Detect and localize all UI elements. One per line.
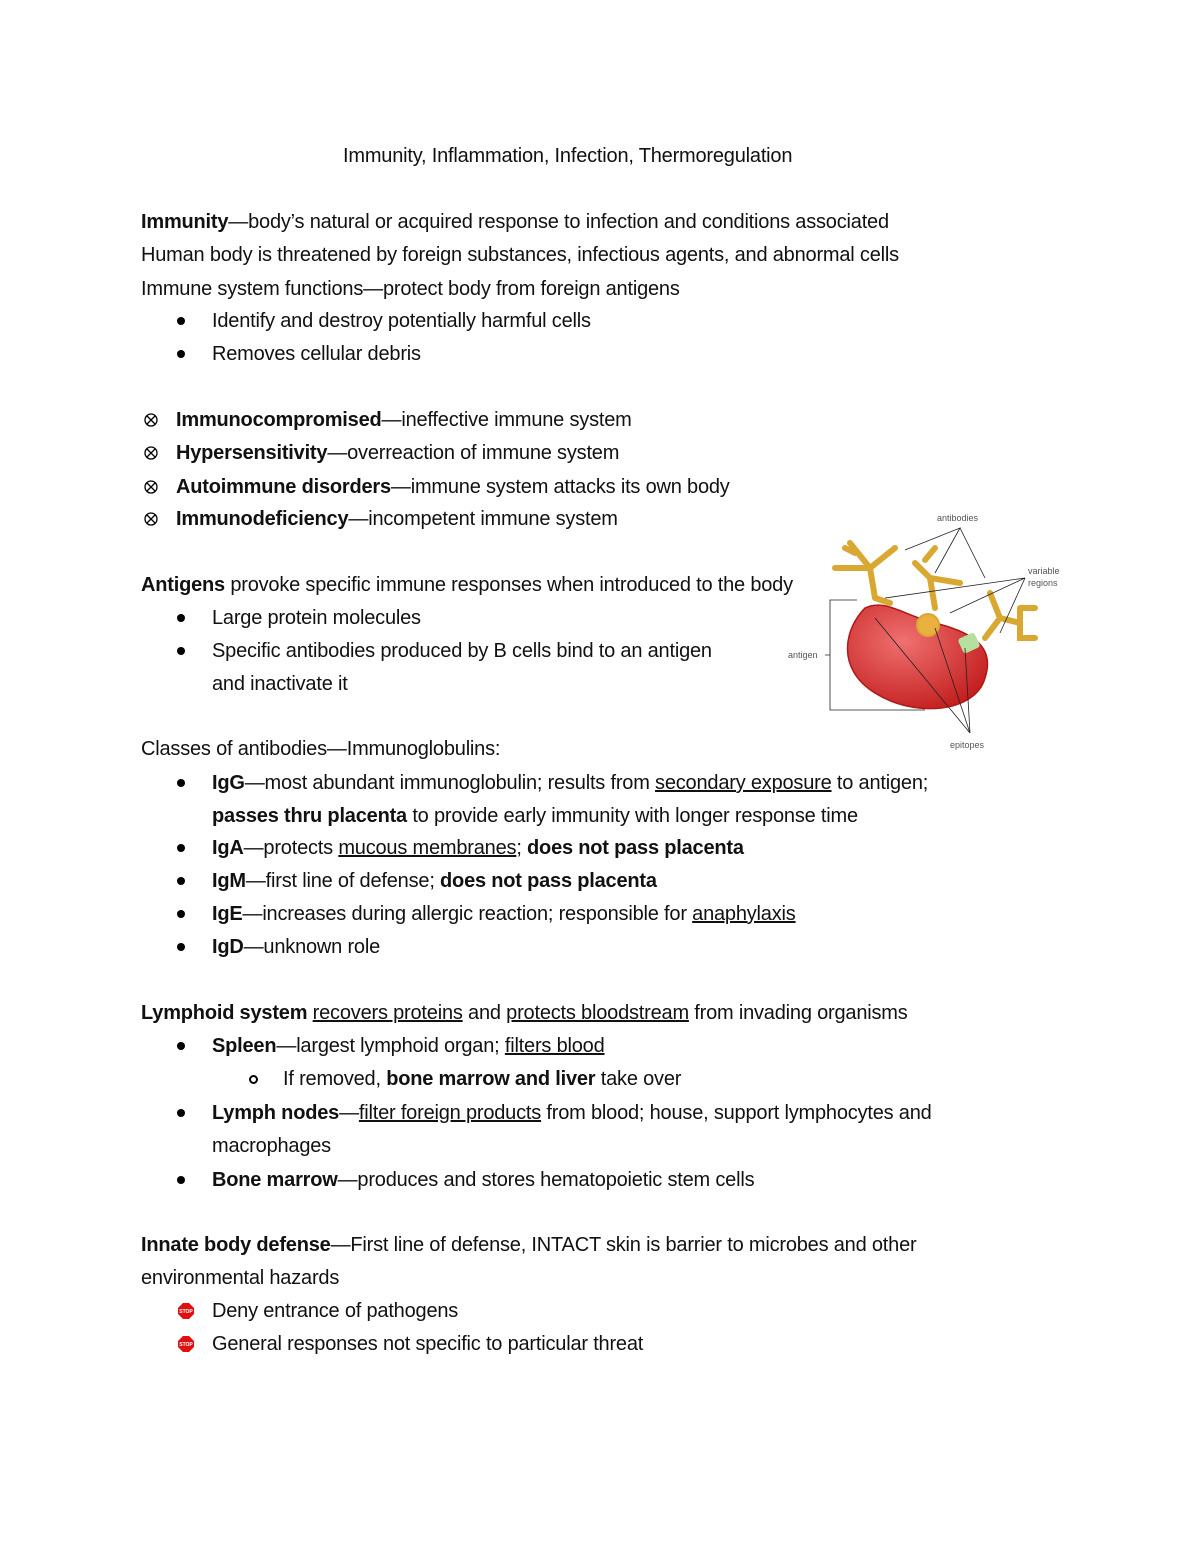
text-line	[212, 935, 380, 959]
text-run: and	[462, 1002, 507, 1024]
text-run: General responses not specific to particular threat	[212, 1333, 644, 1355]
stop-sign-text: STOP	[179, 1341, 193, 1348]
text-run: Large protein molecules	[212, 607, 421, 629]
text-run: Innate body defense	[141, 1234, 331, 1256]
text-run: secondary exposure	[655, 772, 832, 794]
circled-x-icon	[144, 446, 158, 460]
antigen-antibody-diagram	[785, 508, 1075, 758]
text-line	[141, 573, 793, 597]
text-run: —	[339, 1102, 359, 1124]
text-run: Identify and destroy potentially harmful cells	[212, 310, 591, 332]
text-run: —ineffective immune system	[381, 409, 632, 431]
text-run: does not pass placenta	[440, 870, 657, 892]
bullet-dot-icon	[177, 614, 185, 622]
text-line	[176, 507, 618, 531]
text-run: —body’s natural or acquired response to infection and conditions associated	[228, 211, 889, 233]
stop-sign-text: STOP	[179, 1308, 193, 1315]
text-line	[141, 243, 899, 267]
text-line	[212, 672, 348, 696]
text-line	[141, 1001, 908, 1025]
text-run: Bone marrow	[212, 1169, 338, 1191]
text-run: —largest lymphoid organ;	[276, 1035, 505, 1057]
text-run: —increases during allergic reaction; responsible for	[242, 903, 693, 925]
bullet-dot-icon	[177, 877, 185, 885]
text-run: Immunity, Inflammation, Infection, Thermoregulation	[343, 145, 793, 167]
text-run: IgE	[212, 903, 243, 925]
text-line	[212, 1101, 932, 1125]
text-run: mucous membranes	[338, 837, 517, 859]
text-run: IgG	[212, 772, 245, 794]
text-run: —most abundant immunoglobulin; results from	[244, 772, 656, 794]
text-run: Lymph nodes	[212, 1102, 340, 1124]
text-run: macrophages	[212, 1135, 331, 1157]
text-line	[212, 836, 744, 860]
text-line	[141, 210, 889, 234]
text-line	[212, 902, 796, 926]
text-line	[141, 1233, 916, 1257]
label-antigen: antigen	[788, 650, 818, 660]
text-run: Deny entrance of pathogens	[212, 1300, 459, 1322]
text-run: Removes cellular debris	[212, 343, 421, 365]
text-run: IgA	[212, 837, 244, 859]
text-line	[176, 408, 632, 432]
text-run: —unknown role	[243, 936, 380, 958]
text-line	[212, 1299, 458, 1323]
bullet-dot-icon	[177, 317, 185, 325]
text-run: —protects	[243, 837, 339, 859]
text-run: —first line of defense;	[245, 870, 441, 892]
label-variable: variable	[1028, 566, 1060, 576]
label-regions: regions	[1028, 578, 1058, 588]
bullet-circle-icon	[249, 1075, 258, 1084]
label-antibodies: antibodies	[937, 513, 979, 523]
text-line	[212, 309, 591, 333]
text-run: ;	[516, 837, 528, 859]
circled-x-icon	[144, 413, 158, 427]
text-run: environmental hazards	[141, 1267, 340, 1289]
text-run: IgD	[212, 936, 244, 958]
text-run: to antigen;	[831, 772, 929, 794]
circled-x-icon	[144, 512, 158, 526]
text-run: —First line of defense, INTACT skin is barrier to microbes and other	[330, 1234, 917, 1256]
text-run: recovers proteins	[312, 1002, 463, 1024]
text-line	[212, 1332, 643, 1356]
text-line	[212, 869, 657, 893]
text-run: —immune system attacks its own body	[390, 476, 730, 498]
text-run: Hypersensitivity	[176, 442, 328, 464]
text-run: provoke specific immune responses when introduced to the body	[224, 574, 793, 596]
text-run: Antigens	[141, 574, 225, 596]
text-run: Autoimmune disorders	[176, 476, 391, 498]
bullet-dot-icon	[177, 779, 185, 787]
text-run: Immunocompromised	[176, 409, 382, 431]
text-line	[212, 639, 712, 663]
text-run: filter foreign products	[358, 1102, 542, 1124]
text-run: from invading organisms	[688, 1002, 908, 1024]
text-run: —produces and stores hematopoietic stem cells	[337, 1169, 755, 1191]
bullet-dot-icon	[177, 1176, 185, 1184]
bullet-dot-icon	[177, 350, 185, 358]
text-run: from blood; house, support lymphocytes and	[541, 1102, 932, 1124]
text-run: —overreaction of immune system	[327, 442, 620, 464]
text-run: anaphylaxis	[692, 903, 796, 925]
text-run: Spleen	[212, 1035, 277, 1057]
text-run: does not pass placenta	[527, 837, 744, 859]
text-run: Specific antibodies produced by B cells bind to an antigen	[212, 640, 712, 662]
text-line	[176, 475, 730, 499]
text-run: passes thru placenta	[212, 805, 407, 827]
text-run: Immunity	[141, 211, 229, 233]
bullet-dot-icon	[177, 1109, 185, 1117]
text-line	[212, 771, 928, 795]
text-run: Immunodeficiency	[176, 508, 349, 530]
page-title	[343, 144, 792, 168]
text-run: IgM	[212, 870, 246, 892]
bullet-dot-icon	[177, 647, 185, 655]
epitope-yellow	[917, 614, 939, 636]
text-run: to provide early immunity with longer response time	[406, 805, 858, 827]
text-run: Lymphoid system	[141, 1002, 308, 1024]
text-line	[212, 1134, 331, 1158]
label-epitopes: epitopes	[950, 740, 985, 750]
text-line	[141, 277, 680, 301]
text-run: Classes of antibodies—Immunoglobulins:	[141, 738, 501, 760]
text-line	[176, 441, 619, 465]
bullet-dot-icon	[177, 910, 185, 918]
text-run: If removed,	[283, 1068, 387, 1090]
text-line	[212, 606, 421, 630]
text-run: and inactivate it	[212, 673, 348, 695]
text-run: filters blood	[504, 1035, 605, 1057]
bullet-dot-icon	[177, 844, 185, 852]
bullet-dot-icon	[177, 943, 185, 951]
text-run: Human body is threatened by foreign substances, infectious agents, and abnormal cells	[141, 244, 899, 266]
text-line	[141, 737, 500, 761]
stop-sign-icon	[178, 1336, 194, 1352]
text-line	[212, 342, 421, 366]
circled-x-icon	[144, 480, 158, 494]
text-run: bone marrow and liver	[386, 1068, 596, 1090]
text-line	[212, 1034, 605, 1058]
text-line	[141, 1266, 339, 1290]
text-line	[283, 1067, 681, 1091]
text-run: take over	[595, 1068, 682, 1090]
text-run: protects bloodstream	[506, 1002, 689, 1024]
text-run: —incompetent immune system	[348, 508, 618, 530]
stop-sign-icon	[178, 1303, 194, 1319]
text-line	[212, 1168, 754, 1192]
text-line	[212, 804, 858, 828]
bullet-dot-icon	[177, 1042, 185, 1050]
text-run: Immune system functions—protect body from foreign antigens	[141, 278, 680, 300]
